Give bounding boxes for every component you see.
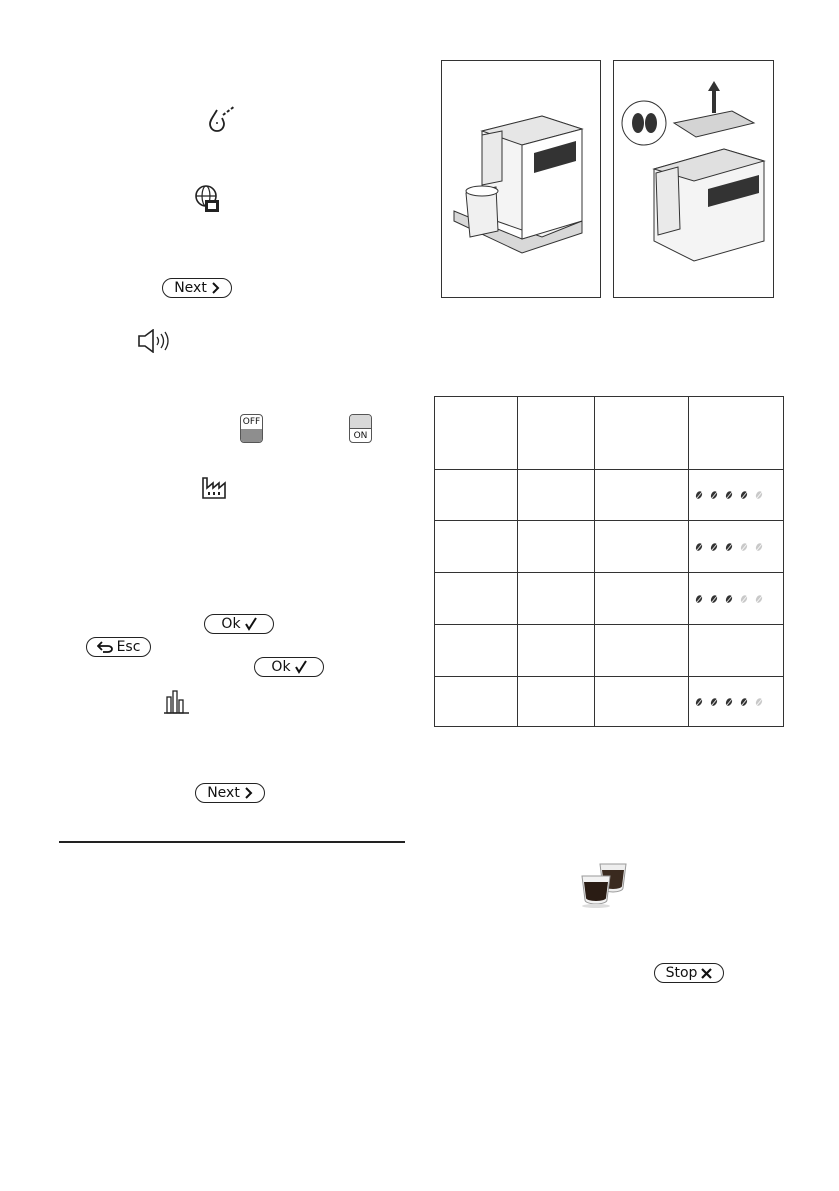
- table-header-cell: [518, 397, 595, 470]
- check-icon: [245, 617, 257, 631]
- esc-button[interactable]: [86, 637, 151, 657]
- bean-rating: [689, 595, 783, 603]
- ok-button[interactable]: [204, 614, 274, 634]
- toggle-on-label: ON: [353, 430, 368, 441]
- bean-empty-icon: [755, 594, 764, 604]
- ok-button-2[interactable]: [254, 657, 324, 677]
- water-hardness-icon: [205, 104, 239, 134]
- table-header-cell: [435, 397, 518, 470]
- bean-rating: [689, 698, 783, 706]
- check-icon: [295, 660, 307, 674]
- bean-filled-icon: [710, 697, 719, 707]
- back-arrow-icon: [97, 641, 113, 653]
- bean-empty-icon: [740, 594, 749, 604]
- bean-filled-icon: [695, 594, 704, 604]
- statistics-icon: [164, 689, 190, 715]
- sound-icon: [136, 329, 172, 353]
- chevron-right-icon: [211, 282, 220, 294]
- toggle-off-label: OFF: [242, 416, 261, 427]
- bean-empty-icon: [755, 490, 764, 500]
- table-row: [435, 625, 784, 677]
- next-button-label: Next: [174, 280, 207, 296]
- table-row: [435, 521, 784, 573]
- table-header-cell: [595, 397, 689, 470]
- bean-empty-icon: [740, 542, 749, 552]
- bean-filled-icon: [695, 697, 704, 707]
- bean-rating: [689, 543, 783, 551]
- stop-button-label: Stop: [665, 965, 698, 981]
- language-icon: [192, 183, 226, 215]
- bean-empty-icon: [755, 697, 764, 707]
- esc-button-label: Esc: [116, 639, 141, 655]
- factory-reset-icon: [201, 474, 229, 500]
- coffee-machine-with-milk-jug-image: [442, 61, 600, 297]
- next-button[interactable]: [162, 278, 232, 298]
- bean-filled-icon: [725, 490, 734, 500]
- bean-filled-icon: [725, 594, 734, 604]
- ok-button-2-label: Ok: [271, 659, 291, 675]
- bean-filled-icon: [740, 697, 749, 707]
- bean-filled-icon: [695, 490, 704, 500]
- stop-button[interactable]: [654, 963, 724, 983]
- bean-filled-icon: [725, 697, 734, 707]
- next-button-2[interactable]: [195, 783, 265, 803]
- espresso-cups-icon: [578, 860, 634, 910]
- toggle-on-icon: [349, 414, 372, 443]
- table-row: [435, 677, 784, 727]
- bean-filled-icon: [725, 542, 734, 552]
- bean-filled-icon: [740, 490, 749, 500]
- section-divider: [59, 841, 405, 843]
- ok-button-label: Ok: [221, 616, 241, 632]
- table-header-cell: [689, 397, 784, 470]
- table-row: [435, 573, 784, 625]
- coffee-intensity-table: [434, 396, 784, 727]
- bean-rating: [689, 491, 783, 499]
- bean-filled-icon: [695, 542, 704, 552]
- bean-empty-icon: [755, 542, 764, 552]
- close-icon: [701, 968, 712, 979]
- bean-filled-icon: [710, 490, 719, 500]
- chevron-right-icon: [244, 787, 253, 799]
- bean-filled-icon: [710, 542, 719, 552]
- next-button-2-label: Next: [207, 785, 240, 801]
- machine-illustration-left: [441, 60, 601, 298]
- toggle-off-icon: [240, 414, 263, 443]
- table-row: [435, 470, 784, 521]
- bean-container-lid-image: [614, 61, 773, 297]
- machine-illustration-right: [613, 60, 774, 298]
- bean-filled-icon: [710, 594, 719, 604]
